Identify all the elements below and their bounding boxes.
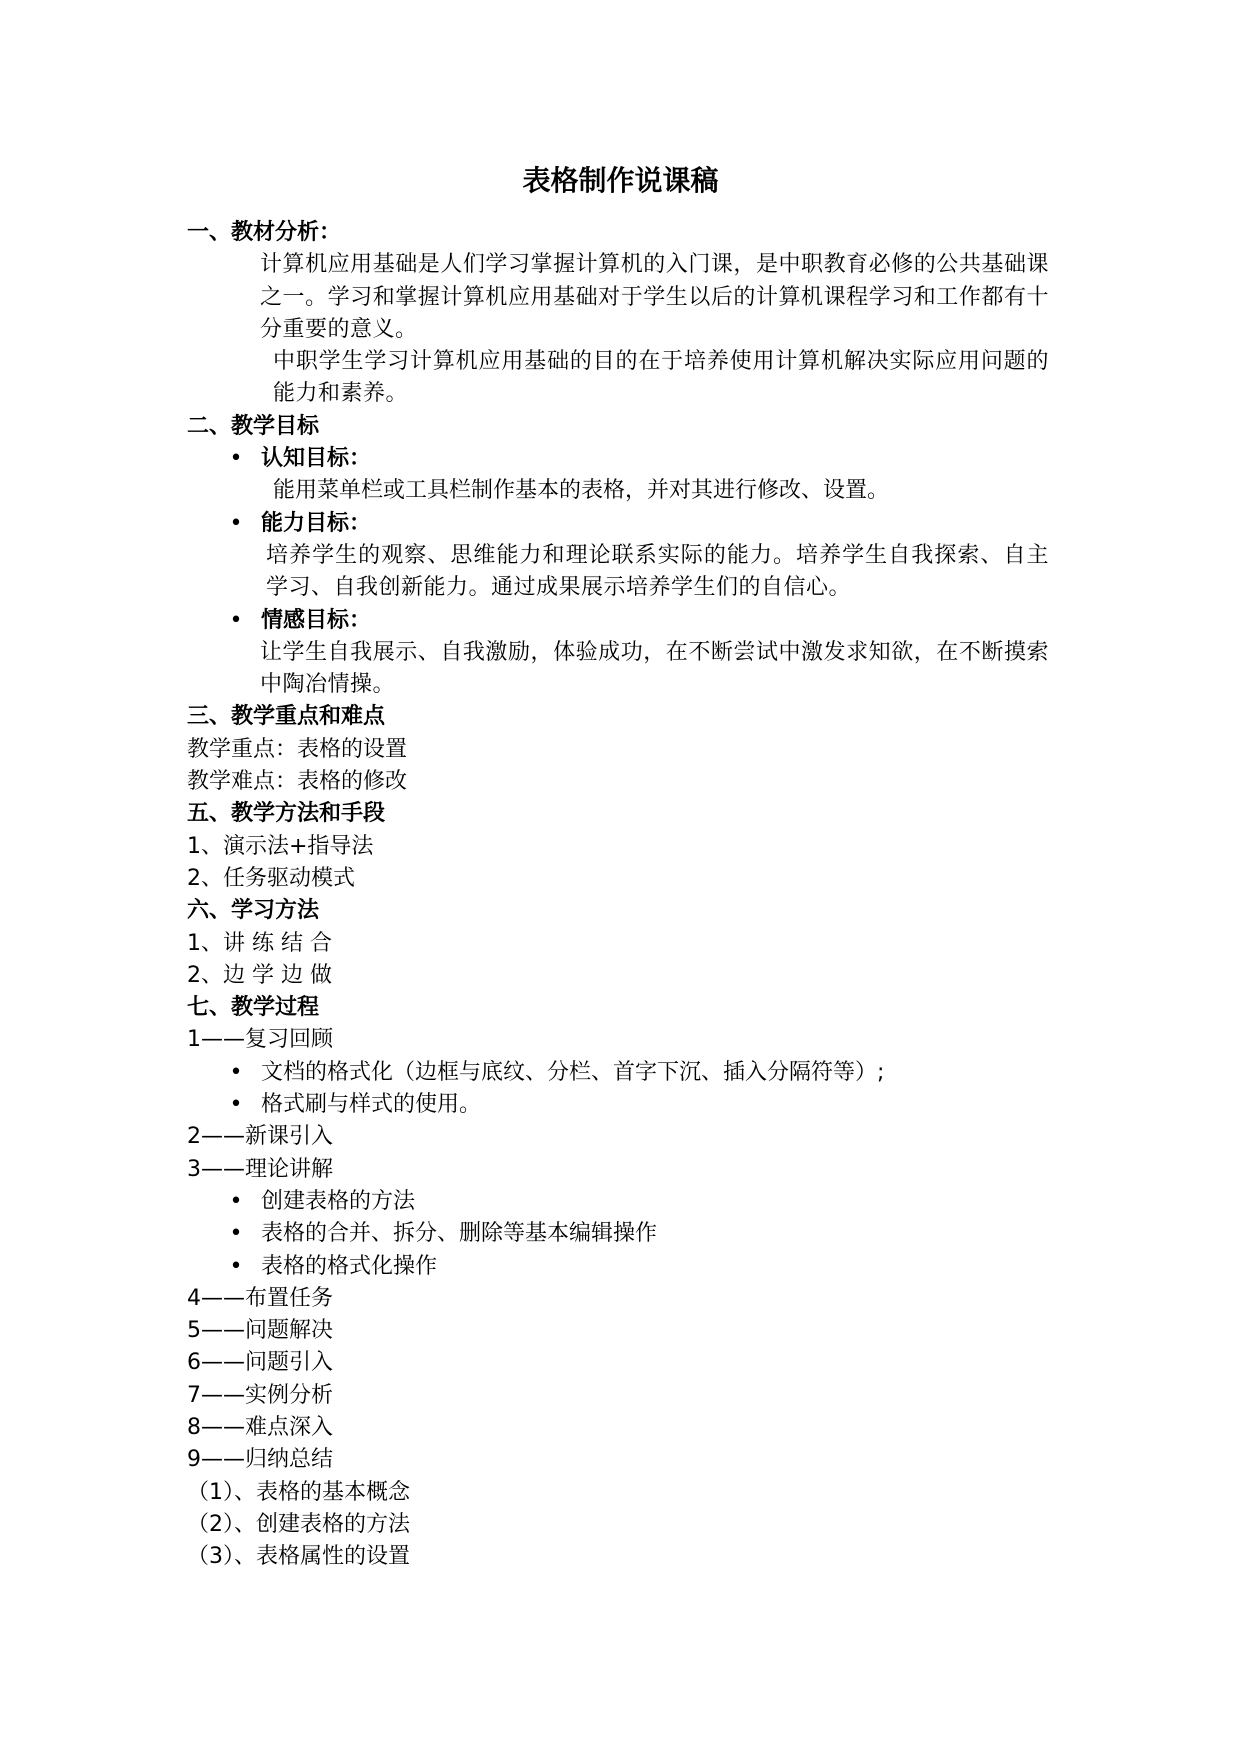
- process-bullet: [187, 1186, 1049, 1218]
- section-heading-teaching-goals: 二、教学目标: [187, 413, 320, 439]
- goal-emotion: [187, 605, 1049, 637]
- process-bullet-text: 创建表格的方法: [261, 1188, 416, 1214]
- goal-cognitive: [187, 443, 1049, 475]
- summary-item: （2）、创建表格的方法: [187, 1511, 410, 1537]
- process-step: 1——复习回顾: [187, 1027, 333, 1053]
- bullet-icon: •: [229, 446, 243, 472]
- goal-emotion-text: 让学生自我展示、自我激励，体验成功，在不断尝试中激发求知欲，在不断摸索中陶冶情操。: [260, 639, 1049, 698]
- bullet-icon: •: [229, 1092, 243, 1118]
- process-step: 9——归纳总结: [187, 1447, 333, 1473]
- goal-ability: [187, 508, 1049, 540]
- process-step: 8——难点深入: [187, 1414, 333, 1440]
- section-heading-learning-methods: 六、学习方法: [187, 898, 320, 924]
- document-title: 表格制作说课稿: [522, 164, 719, 197]
- learning-method-item: 2、边 学 边 做: [187, 962, 332, 988]
- process-step: 5——问题解决: [187, 1318, 333, 1344]
- process-bullet: [187, 1218, 1049, 1250]
- bullet-icon: •: [229, 1221, 243, 1247]
- goal-cognitive-text: 能用菜单栏或工具栏制作基本的表格，并对其进行修改、设置。: [273, 478, 890, 504]
- process-bullet: [187, 1251, 1049, 1283]
- process-step: 2——新课引入: [187, 1124, 333, 1150]
- key-point: 教学重点：表格的设置: [187, 736, 408, 762]
- process-bullet: [187, 1089, 1049, 1121]
- paragraph-course-intro: 计算机应用基础是人们学习掌握计算机的入门课，是中职教育必修的公共基础课之一。学习和掌握计算机应用基础对于学生以后的计算机课程学习和工作都有十分重要的意义。: [260, 252, 1049, 342]
- process-bullet-text: 表格的格式化操作: [261, 1253, 438, 1279]
- goal-emotion-title: 情感目标：: [261, 607, 372, 633]
- difficult-point: 教学难点：表格的修改: [187, 769, 408, 795]
- method-item: 1、演示法+指导法: [187, 833, 374, 859]
- process-bullet: [187, 1057, 1049, 1089]
- process-step: 7——实例分析: [187, 1382, 333, 1408]
- goal-ability-text: 培养学生的观察、思维能力和理论联系实际的能力。培养学生自我探索、自主学习、自我创新能力。通过成果展示培养学生们的自信心。: [266, 542, 1049, 601]
- method-item: 2、任务驱动模式: [187, 865, 355, 891]
- paragraph-course-purpose: 中职学生学习计算机应用基础的目的在于培养使用计算机解决实际应用问题的能力和素养。: [273, 349, 1049, 407]
- bullet-icon: •: [229, 1059, 243, 1085]
- section-heading-textbook-analysis: 一、教材分析：: [187, 220, 342, 245]
- bullet-icon: •: [229, 1188, 243, 1214]
- goal-cognitive-title: 认知目标：: [261, 446, 372, 472]
- document-body: [187, 217, 1049, 1573]
- learning-method-item: 1、讲 练 结 合: [187, 930, 332, 956]
- section-heading-methods: 五、教学方法和手段: [187, 801, 386, 827]
- process-step: 4——布置任务: [187, 1285, 333, 1311]
- goal-ability-title: 能力目标：: [261, 510, 372, 536]
- process-bullet-text: 格式刷与样式的使用。: [261, 1092, 482, 1118]
- section-heading-process: 七、教学过程: [187, 995, 320, 1021]
- bullet-icon: •: [229, 1253, 243, 1279]
- summary-item: （1）、表格的基本概念: [187, 1479, 410, 1505]
- bullet-icon: •: [229, 510, 243, 536]
- summary-item: （3）、表格属性的设置: [187, 1544, 410, 1570]
- section-heading-key-points: 三、教学重点和难点: [187, 704, 386, 730]
- process-step: 6——问题引入: [187, 1350, 333, 1376]
- process-bullet-text: 表格的合并、拆分、删除等基本编辑操作: [261, 1221, 658, 1247]
- process-bullet-text: 文档的格式化（边框与底纹、分栏、首字下沉、插入分隔符等）;: [261, 1059, 885, 1085]
- bullet-icon: •: [229, 607, 243, 633]
- process-step: 3——理论讲解: [187, 1156, 333, 1182]
